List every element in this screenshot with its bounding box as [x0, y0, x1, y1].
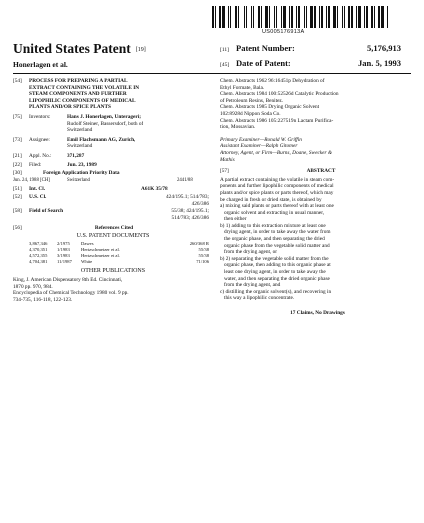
patent-number-label: Patent Number:: [236, 43, 295, 53]
priority-tag: [30]: [13, 170, 22, 177]
inventor-line: Rudolf Steiner, Bassersdorf, both of: [67, 120, 144, 127]
barcode-bar: [328, 6, 330, 28]
filed-value: Jun. 23, 1989: [67, 161, 97, 168]
barcode-bar: [269, 6, 270, 28]
barcode-bar: [244, 6, 245, 28]
field-block: [13, 208, 213, 221]
barcode-bar: [366, 6, 368, 28]
title-line: PLANTS AND/OR SPICE PLANTS: [29, 104, 111, 111]
right-column: [220, 78, 415, 317]
doc-number: 4,704,381: [29, 259, 48, 265]
abstract-line: b) 2) separating the vegetable solid matter from the: [220, 255, 329, 262]
barcode-bar: [314, 6, 316, 28]
barcode-bar: [263, 6, 264, 28]
barcode-bar: [308, 6, 309, 28]
barcode-bar: [324, 6, 325, 28]
barcode-bar: [291, 6, 293, 28]
examiner-line: Primary Examiner—Ronald W. Griffin: [220, 136, 302, 143]
barcode: [212, 6, 392, 28]
barcode-bar: [369, 6, 370, 28]
abstract-label: ABSTRACT: [306, 168, 336, 175]
intcl-block: [13, 186, 213, 193]
barcode-bar: [253, 6, 254, 28]
title-block: [13, 78, 213, 111]
abstract-line: then either: [220, 216, 247, 223]
barcode-bar: [232, 6, 234, 28]
other-publications-label: OTHER PUBLICATIONS: [80, 268, 146, 275]
barcode-bar: [294, 6, 295, 28]
filed-block: [13, 162, 213, 169]
barcode-bar: [310, 6, 313, 28]
uscl-value: 426/386: [191, 200, 209, 207]
doc-number: 4,370,351: [29, 247, 48, 253]
chem-line: Chem. Abstracts 1986 105:227519n Lactam Purifica-: [220, 117, 334, 124]
patent-title: [13, 41, 146, 57]
inventors-names: [67, 114, 143, 134]
abstract-line: from the drying agent, and: [220, 282, 281, 289]
barcode-bar: [354, 6, 355, 28]
barcode-bar: [246, 6, 247, 28]
barcode-bar: [222, 6, 225, 28]
barcode-bar: [226, 6, 227, 28]
refs-block: [13, 225, 213, 232]
abstract-line: organic solvent and extracting in usual manner,: [220, 209, 325, 216]
field-label: Field of Search: [29, 208, 64, 215]
inventor-short: Honerlagen et al.: [13, 60, 68, 69]
intcl-value: A61K 35/78: [141, 186, 168, 193]
patent-date-tag: [45]: [220, 62, 230, 68]
barcode-bar: [374, 6, 375, 28]
abstract-line: c) distilling the organic solvent(s), and recovering in: [220, 288, 332, 295]
examiner-line: Attorney, Agent, or Firm—Burns, Doane, Swecker &: [220, 149, 333, 156]
field-value: 55/38; 424/195.1;: [171, 208, 209, 215]
barcode-bar: [258, 6, 260, 28]
appl-label: Appl. No.:: [29, 152, 52, 159]
inventors-tag: [75]: [13, 113, 22, 120]
doc-date: 2/1975: [57, 241, 70, 247]
barcode-bar: [281, 6, 282, 28]
abstract-line: least one drying agent, in order to take away the: [220, 269, 326, 276]
priority-date: Jun. 24, 1988 [CH]: [13, 177, 50, 183]
title-line: EXTRACT CONTAINING THE VOLATILE IN: [29, 84, 140, 91]
chem-line: Ethyl Formate, Bala.: [220, 84, 265, 91]
barcode-bar: [217, 6, 218, 28]
publication-line: Encyclopedia of Chemical Technology 1980 vol. 9 pp.: [13, 290, 129, 297]
abstract-line: organic phase, then adding to this organic phase at: [220, 262, 331, 269]
intcl-tag: [51]: [13, 186, 22, 193]
assignee-line: Switzerland: [67, 143, 93, 150]
barcode-bar: [333, 6, 336, 28]
abstract-line: drying agent, in order to take away the water from: [220, 229, 331, 236]
barcode-bar: [212, 6, 214, 28]
field-values: [119, 208, 209, 221]
assignee-names: [67, 137, 135, 150]
barcode-bar: [356, 6, 357, 28]
uscl-tag: [52]: [13, 193, 22, 200]
refs-label: References Cited: [94, 225, 134, 232]
invention-title: [29, 78, 139, 111]
barcode-bar: [342, 6, 343, 28]
chem-line: Chem. Abstracts 1984 100:52526d Catalytic Production: [220, 91, 339, 98]
patent-title-text: United States Patent: [13, 41, 131, 56]
title-line: STEAM COMPONENTS AND FURTHER: [29, 91, 127, 98]
doc-date: 1/1983: [57, 247, 70, 253]
field-value: 514/783; 426/386: [171, 214, 209, 221]
barcode-bar: [215, 6, 216, 28]
patent-date-row: [220, 58, 401, 68]
barcode-bar: [326, 6, 327, 28]
barcode-bar: [339, 6, 341, 28]
doc-class: 71/106: [196, 259, 209, 265]
doc-date: 11/1987: [57, 259, 72, 265]
assignee-tag: [73]: [13, 136, 22, 143]
examiner-line: Assistant Examiner—Ralph Gitomer: [220, 143, 298, 150]
title-line: PROCESS FOR PREPARING A PARTIAL: [29, 78, 128, 84]
barcode-bar: [301, 6, 303, 28]
inventors-block: [13, 114, 213, 134]
barcode-bar: [274, 6, 275, 28]
barcode-bar: [287, 6, 288, 28]
abstract-tag: [57]: [220, 168, 229, 175]
uscl-label: U.S. Cl.: [29, 193, 47, 200]
refs-tag: [56]: [13, 225, 22, 232]
doc-name: Hertzschmetzer et al.: [81, 253, 120, 259]
barcode-number: US005176913A: [262, 29, 305, 35]
doc-date: 3/1983: [57, 253, 70, 259]
barcode-bar: [306, 6, 307, 28]
examiner-line: Mathis: [220, 156, 235, 163]
barcode-bar: [228, 6, 229, 28]
patent-title-tag: [19]: [135, 47, 146, 53]
priority-block: [13, 170, 213, 177]
barcode-bar: [351, 6, 353, 28]
chem-line: Chem. Abstracts 1962 96:16451p Dehydration of: [220, 78, 325, 84]
doc-name: White: [81, 259, 93, 265]
barcode-bar: [219, 6, 221, 28]
barcode-bar: [362, 6, 363, 28]
uscl-values: [119, 194, 209, 207]
priority-row: [13, 178, 213, 185]
header-rule: [13, 73, 411, 74]
barcode-bar: [321, 6, 323, 28]
appl-value: 371,287: [67, 152, 85, 159]
doc-number: 3,867,346: [29, 241, 48, 247]
priority-number: 2441/88: [177, 177, 193, 183]
uscl-block: [13, 194, 213, 207]
abstract-line: ponents and further lipophilic components of medical: [220, 183, 334, 190]
doc-class: 55/38: [198, 253, 209, 259]
doc-class: 55/38: [198, 247, 209, 253]
barcode-bar: [278, 6, 280, 28]
barcode-bar: [344, 6, 345, 28]
abstract-line: water, and then separating the dried organic phase: [220, 275, 330, 282]
table-row: [29, 259, 213, 265]
priority-label: Foreign Application Priority Data: [43, 170, 120, 177]
inventor-line: Switzerland: [67, 127, 93, 134]
inventors-label: Inventors:: [29, 113, 51, 120]
abstract-heading: [220, 168, 415, 175]
patent-date-value: Jan. 5, 1993: [358, 58, 401, 68]
abstract-line: be charged in fresh or dried state, is obtained by: [220, 196, 322, 203]
abstract-line: the organic phase, and then separating the dried: [220, 236, 325, 243]
barcode-bar: [387, 6, 388, 28]
other-publications: [13, 277, 213, 303]
patent-date-label: Date of Patent:: [236, 58, 291, 68]
barcode-bar: [348, 6, 350, 28]
uscl-value: 424/195.1; 514/783;: [166, 193, 209, 200]
appl-tag: [21]: [13, 152, 22, 159]
chem-line: Chem. Abstracts 1985 Drying Organic Solvent: [220, 104, 320, 111]
patent-number-row: [220, 43, 401, 53]
abstract-line: b) 1) adding to this extraction mixture at least one: [220, 222, 326, 229]
abstract-line: A partial extract containing the volatile in steam com-: [220, 176, 335, 183]
examiners: [220, 137, 415, 163]
abstract-line: this way a lipophilic concentrate.: [220, 295, 295, 302]
patent-number-value: 5,176,913: [367, 43, 401, 53]
publication-line: King, J. American Dispensatory 8th Ed. Cincinnati,: [13, 277, 123, 284]
barcode-bar: [381, 6, 384, 28]
doc-name: Hertzschmetzer et al.: [81, 247, 120, 253]
barcode-bar: [235, 6, 237, 28]
patent-number-tag: [11]: [220, 47, 229, 53]
barcode-bar: [376, 6, 377, 28]
barcode-bar: [378, 6, 380, 28]
abstract-body: [220, 177, 415, 302]
barcode-bar: [319, 6, 320, 28]
doc-name: Dawes: [81, 241, 94, 247]
filed-label: Filed:: [29, 161, 42, 168]
title-line: LIPOPHILIC COMPONENTS OF MEDICAL: [29, 97, 136, 104]
barcode-bar: [238, 6, 239, 28]
assignee-block: [13, 137, 213, 150]
barcode-bar: [265, 6, 268, 28]
barcode-bar: [358, 6, 361, 28]
inventor-line: Hans J. Honerlagen, Unterageri;: [67, 113, 141, 120]
publication-line: 734-735, 116-118, 122-123.: [13, 296, 73, 303]
chem-line: of Petroleum Resins, Benitez.: [220, 97, 284, 104]
assignee-line: Emil Flachsmann AG, Zurich,: [67, 136, 136, 143]
us-patent-docs-label: U.S. PATENT DOCUMENTS: [76, 232, 150, 239]
barcode-bar: [248, 6, 250, 28]
barcode-bar: [317, 6, 318, 28]
barcode-bar: [296, 6, 297, 28]
doc-number: 4,572,355: [29, 253, 48, 259]
abstract-line: a) mixing said plants or parts thereof with at least one: [220, 203, 334, 210]
barcode-bar: [230, 6, 231, 28]
filed-tag: [22]: [13, 161, 22, 168]
barcode-bar: [276, 6, 277, 28]
us-docs-table: [13, 241, 213, 265]
barcode-bar: [255, 6, 257, 28]
barcode-bar: [331, 6, 332, 28]
assignee-label: Assignee:: [29, 136, 50, 143]
barcode-bar: [371, 6, 373, 28]
barcode-bar: [289, 6, 290, 28]
barcode-bar: [346, 6, 347, 28]
chem-line: tion, Mossavian.: [220, 124, 256, 131]
barcode-bar: [283, 6, 286, 28]
publication-line: 1870 pp. 970, 984.: [13, 283, 53, 290]
barcode-bar: [240, 6, 243, 28]
barcode-bar: [261, 6, 262, 28]
barcode-bar: [337, 6, 338, 28]
barcode-bar: [304, 6, 305, 28]
barcode-bar: [298, 6, 300, 28]
intcl-label: Int. Cl.: [29, 186, 46, 193]
abstract-line: organic phase from the vegetable solid matter and: [220, 242, 330, 249]
barcode-bar: [251, 6, 252, 28]
title-tag: [54]: [13, 78, 22, 84]
chem-line: 102:8928d Nippon Soda Co.: [220, 110, 281, 117]
field-tag: [58]: [13, 208, 22, 215]
left-column: [13, 78, 213, 303]
barcode-bar: [385, 6, 386, 28]
priority-country: Switzerland: [67, 177, 90, 183]
barcode-bar: [364, 6, 365, 28]
doc-class: 260/368 R: [189, 241, 209, 247]
abstract-line: from the drying agent, or: [220, 249, 278, 256]
chem-abstracts: [220, 78, 415, 131]
claims-summary: 17 Claims, No Drawings: [290, 310, 345, 316]
appl-block: [13, 153, 213, 160]
barcode-bar: [271, 6, 273, 28]
abstract-line: plants and/or spice plants or parts thereof, which may: [220, 189, 334, 196]
